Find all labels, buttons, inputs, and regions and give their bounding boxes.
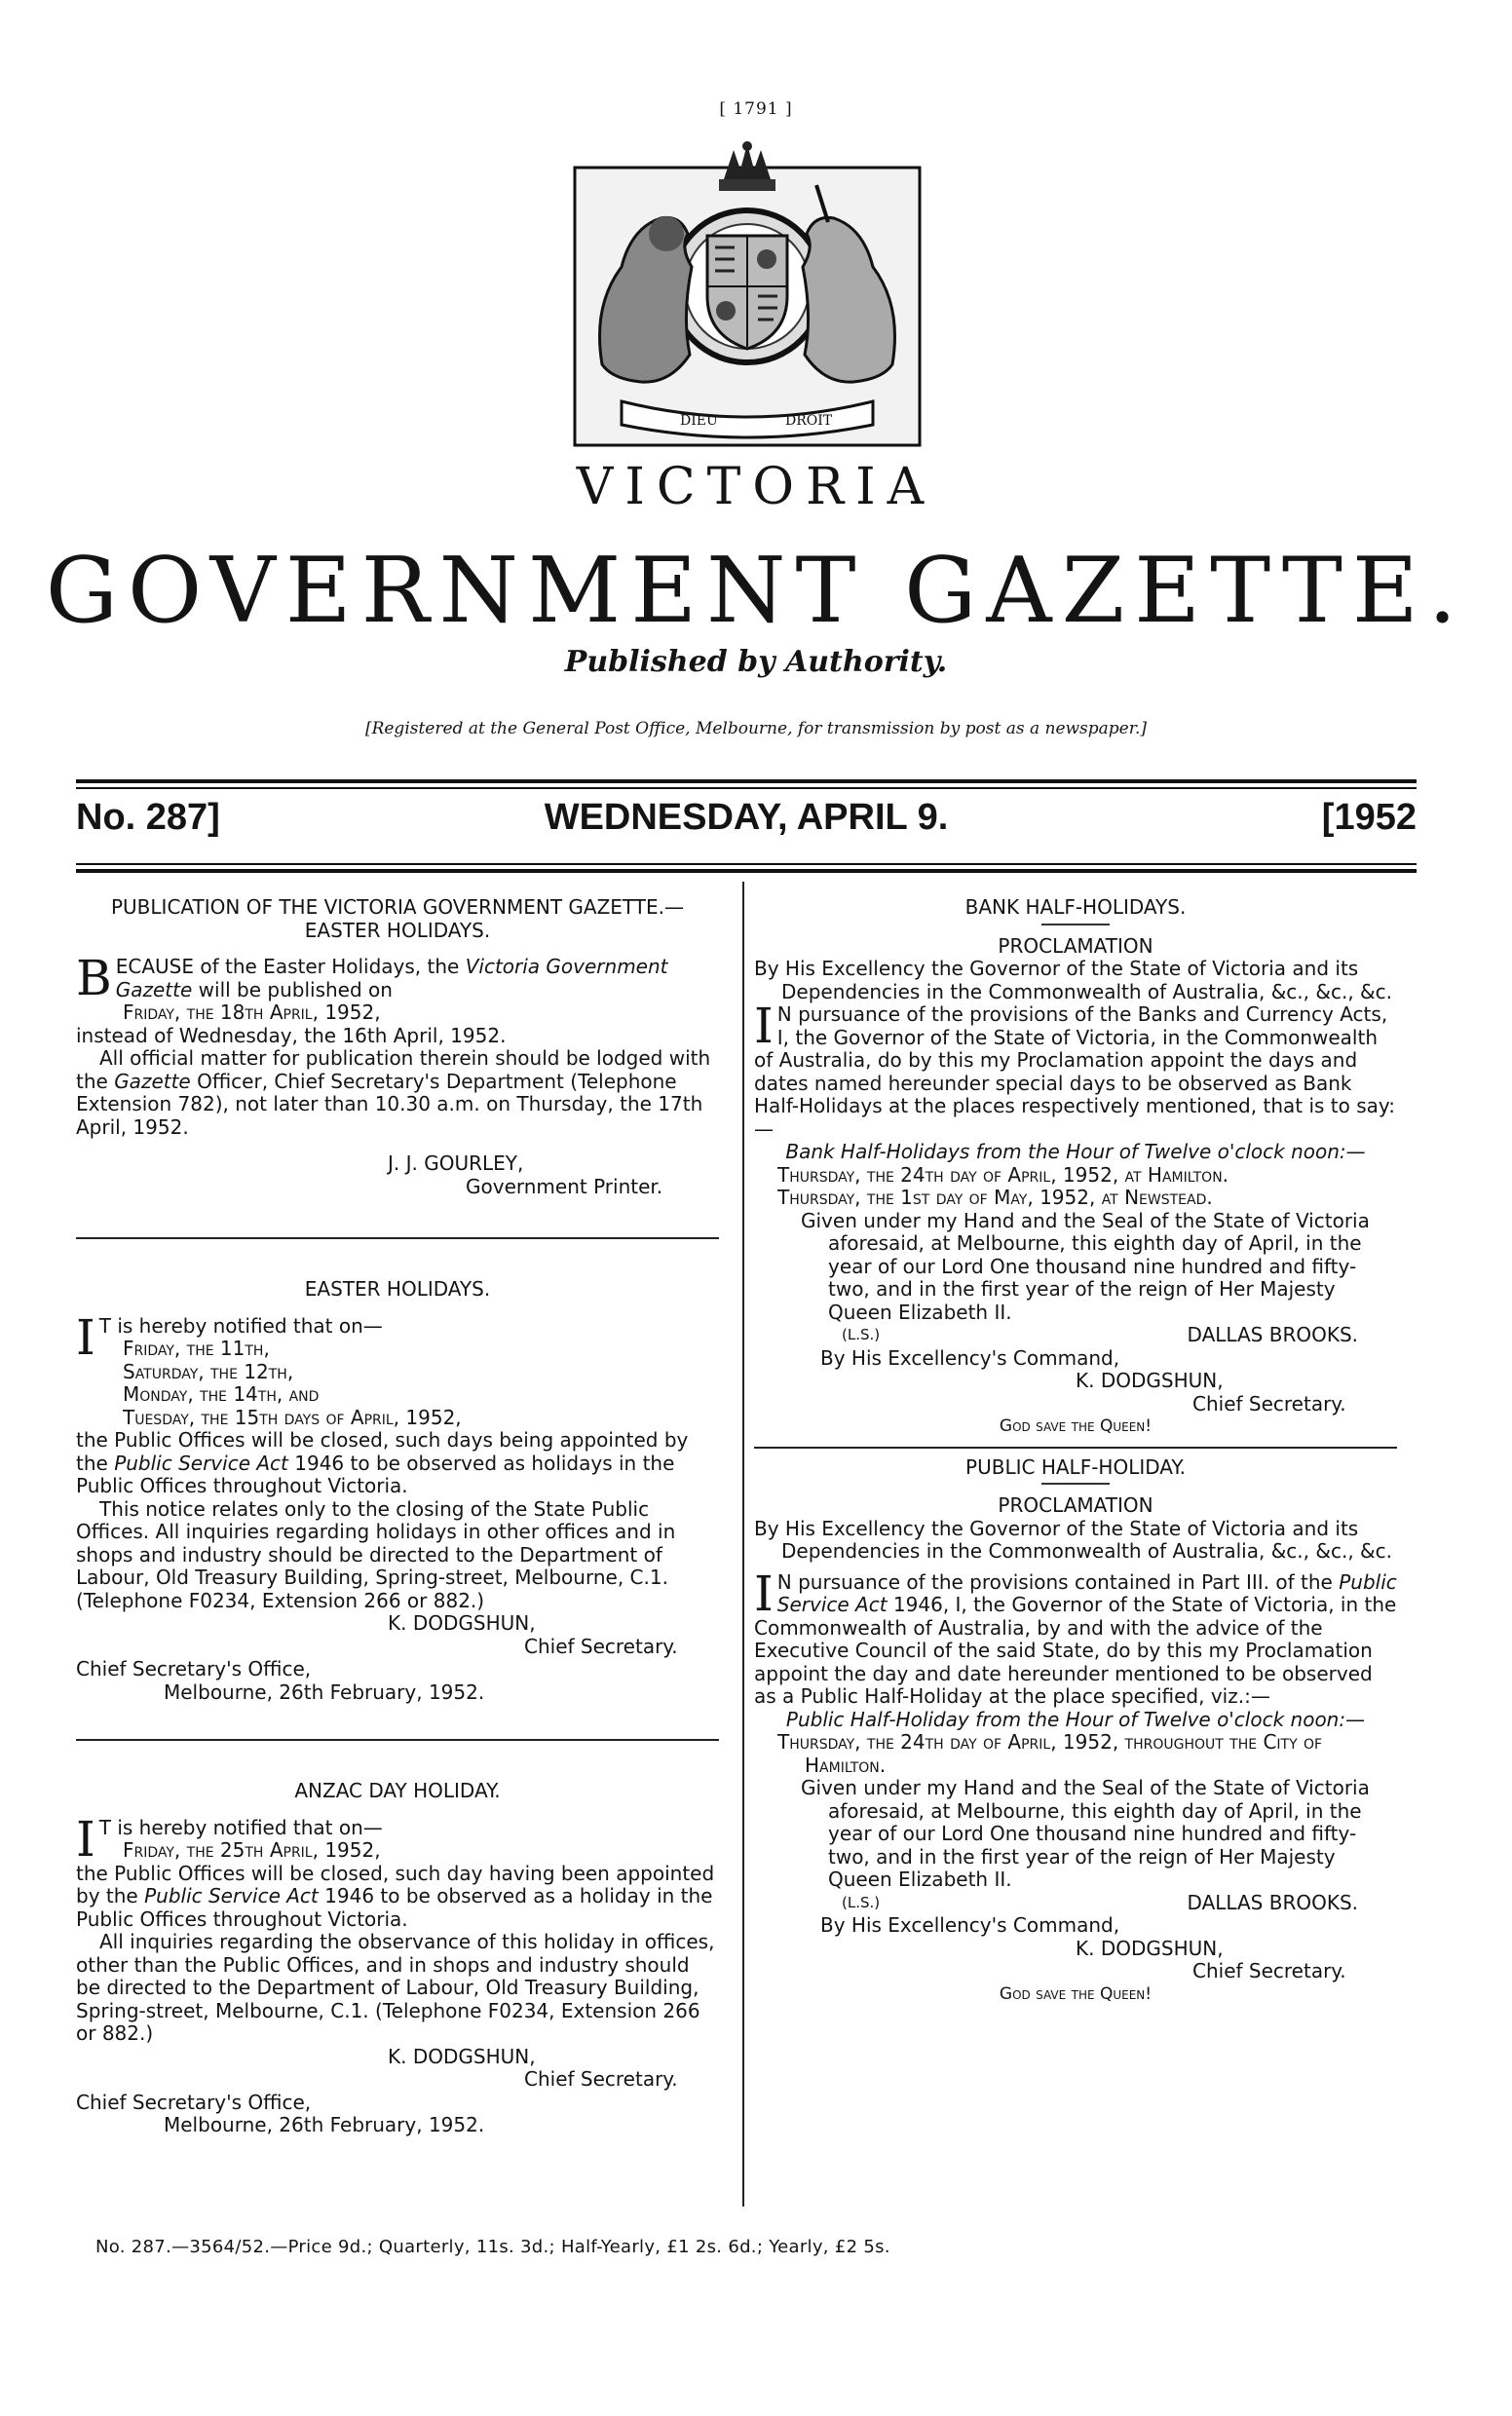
- signatory-title: Chief Secretary.: [524, 2067, 678, 2091]
- holiday-day: Friday, the 11th,: [123, 1337, 270, 1360]
- office-date: Melbourne, 26th February, 1952.: [164, 2113, 485, 2136]
- notice-paragraph: instead of Wednesday, the 16th April, 1952.: [76, 1023, 507, 1047]
- title-victoria: VICTORIA: [576, 458, 936, 516]
- given-under-hand: Given under my Hand and the Seal of the State of Victoria aforesaid, at Melbourne, this eighth day of April, in the year of our Lord One thousand nine hundred and fifty-two, and in the first year of the reign of Her Majesty Queen Elizabeth II.: [801, 1776, 1370, 1891]
- notice-heading: ANZAC DAY HOLIDAY.: [294, 1779, 501, 1802]
- signatory-title: Government Printer.: [466, 1174, 663, 1198]
- date-line: Friday, the 18th April, 1952,: [123, 1000, 381, 1024]
- notice-bank-half-holidays: [754, 896, 1397, 1439]
- holiday-line: Thursday, the 1st day of May, 1952, at Newstead.: [777, 1186, 1213, 1209]
- signatory: K. DODGSHUN,: [388, 1611, 536, 1635]
- notice-heading: PUBLICATION OF THE VICTORIA GOVERNMENT GAZETTE.—EASTER HOLIDAYS.: [110, 895, 684, 942]
- seal-mark: (L.S.): [842, 1326, 881, 1343]
- svg-text:DROIT: DROIT: [785, 413, 833, 429]
- notice-paragraph: BECAUSE of the Easter Holidays, the Victoria Government Gazette will be published on: [76, 950, 668, 1006]
- price-footer: No. 287.—3564/52.—Price 9d.; Quarterly, 11s. 3d.; Half-Yearly, £1 2s. 6d.; Yearly, £2 5s.: [95, 2237, 890, 2257]
- separator: [76, 1237, 719, 1239]
- notice-heading: EASTER HOLIDAYS.: [304, 1277, 491, 1301]
- notice-paragraph: I T is hereby notified that on—: [76, 1810, 383, 1868]
- seal-line: [754, 1324, 1397, 1347]
- royal-coat-of-arms: [573, 140, 922, 447]
- signatory-title: Chief Secretary.: [1192, 1959, 1346, 1982]
- holiday-day: Saturday, the 12th,: [123, 1359, 294, 1383]
- proclamation-by: By His Excellency the Governor of the State of Victoria and its Dependencies in the Commonwealth of Australia, &c., &c., &c.: [754, 1516, 1392, 1563]
- notice-heading: PUBLIC HALF-HOLIDAY.: [965, 1454, 1186, 1479]
- notice-paragraph: the Public Offices will be closed, such day having been appointed by the Public Service Act 1946 to be observed as a holiday in the Public Offices throughout Victoria.: [76, 1861, 715, 1931]
- date-line: Friday, the 25th April, 1952,: [123, 1838, 381, 1862]
- issue-date: WEDNESDAY, APRIL 9.: [544, 797, 949, 838]
- notice-paragraph: This notice relates only to the closing of the State Public Offices. All inquiries regarding holidays in other offices and in shops and industry should be directed to the Department of Labour, Old Treasury Building, Spring-street, Melbourne, C.1. (Telephone F0234, Extension 266 or 882.): [76, 1496, 676, 1612]
- notice-subheading: Bank Half-Holidays from the Hour of Twelve o'clock noon:—: [785, 1140, 1366, 1163]
- notice-paragraph: I N pursuance of the provisions of the Banks and Currency Acts, I, the Governor of the State of Victoria, in the Commonwealth of Australia, do by this my Proclamation appoint the days and dates named hereunder special days to be observed as Bank Half-Holidays at the places respectively mentioned, that is to say:—: [754, 998, 1396, 1141]
- given-under-hand: Given under my Hand and the Seal of the State of Victoria aforesaid, at Melbourne, this eighth day of April, in the year of our Lord One thousand nine hundred and fifty-two, and in the first year of the reign of Her Majesty Queen Elizabeth II.: [801, 1208, 1370, 1324]
- registration-note: [Registered at the General Post Office, Melbourne, for transmission by post as a newspaper.]: [364, 719, 1148, 738]
- notice-anzac-day: [76, 1780, 719, 2137]
- seal-mark: (L.S.): [842, 1893, 881, 1911]
- office-date: Melbourne, 26th February, 1952.: [164, 1680, 485, 1704]
- page-number: [ 1791 ]: [719, 99, 793, 119]
- holiday-line: Thursday, the 24th day of April, 1952, at Hamilton.: [777, 1162, 1229, 1187]
- signatory: K. DODGSHUN,: [1076, 1936, 1224, 1960]
- notice-paragraph: All inquiries regarding the observance of this holiday in offices, other than the Public Offices, and in shops and industry should be directed to the Department of Labour, Old Treasury Building, Spring-street, Melbourne, C.1. (Telephone F0234, Extension 266 or 882.): [76, 1930, 715, 2045]
- svg-text:DIEU: DIEU: [680, 413, 718, 429]
- issue-year: [1952: [1321, 797, 1417, 838]
- masthead-rule-top-thin: [76, 787, 1417, 789]
- command-line: By His Excellency's Command,: [820, 1345, 1120, 1370]
- masthead-rule-bottom: [76, 869, 1417, 873]
- notice-easter-holidays: [76, 1278, 719, 1704]
- left-column: [76, 896, 719, 2137]
- masthead: [76, 797, 1417, 851]
- notice-subheading: Public Half-Holiday from the Hour of Twelve o'clock noon:—: [785, 1707, 1366, 1731]
- holiday-day: Tuesday, the 15th days of April, 1952,: [123, 1405, 462, 1429]
- signatory-title: Chief Secretary.: [524, 1634, 678, 1658]
- proclamation-heading: PROCLAMATION: [998, 1493, 1153, 1517]
- title-government-gazette: GOVERNMENT GAZETTE.: [45, 538, 1467, 643]
- signatory: K. DODGSHUN,: [388, 2044, 536, 2068]
- office-line: Chief Secretary's Office,: [76, 2090, 312, 2114]
- seal-line: [754, 1892, 1397, 1915]
- notice-paragraph: All official matter for publication therein should be lodged with the Gazette Officer, Chief Secretary's Department (Telephone Extension 782), not later than 10.30 a.m. on Thursday, the 17th April, 1952.: [76, 1046, 711, 1139]
- god-save-the-queen: God save the Queen!: [999, 1416, 1153, 1436]
- governor-signature: DALLAS BROOKS.: [1187, 1890, 1358, 1914]
- issue-number: No. 287]: [76, 797, 220, 838]
- signatory: K. DODGSHUN,: [1076, 1369, 1224, 1392]
- governor-signature: DALLAS BROOKS.: [1187, 1323, 1358, 1346]
- notice-paragraph: the Public Offices will be closed, such days being appointed by the Public Service Act 1946 to be observed as holidays in the Public Offices throughout Victoria.: [76, 1428, 689, 1497]
- masthead-rule-bottom-thin: [76, 863, 1417, 865]
- notice-public-half-holiday: [754, 1456, 1397, 2007]
- proclamation-heading: PROCLAMATION: [998, 933, 1153, 958]
- proclamation-by: By His Excellency the Governor of the State of Victoria and its Dependencies in the Commonwealth of Australia, &c., &c., &c.: [754, 957, 1392, 1003]
- short-rule: [1041, 924, 1110, 925]
- signatory-title: Chief Secretary.: [1192, 1391, 1346, 1416]
- published-by-authority: Published by Authority.: [564, 645, 948, 679]
- signatory: J. J. GOURLEY,: [388, 1151, 524, 1175]
- column-divider: [742, 882, 744, 2207]
- short-rule: [1041, 1483, 1110, 1485]
- holiday-day: Monday, the 14th, and: [123, 1382, 320, 1406]
- separator: [76, 1739, 719, 1741]
- separator: [754, 1447, 1397, 1449]
- notice-paragraph: I N pursuance of the provisions contained in Part III. of the Public Service Act 1946, I, the Governor of the State of Victoria, in the Commonwealth of Australia, by and with the advice of the Executive Council of the said State, do by this my Proclamation appoint the day and date hereunder mentioned to be observed as a Public Half-Holiday at the place specified, viz.:—: [754, 1565, 1397, 1708]
- holiday-line: Thursday, the 24th day of April, 1952, throughout the City of Hamilton.: [777, 1730, 1323, 1777]
- notice-paragraph: I T is hereby notified that on—: [76, 1308, 383, 1366]
- command-line: By His Excellency's Command,: [820, 1913, 1120, 1937]
- right-column: [754, 896, 1397, 2006]
- notice-heading: BANK HALF-HOLIDAYS.: [964, 895, 1187, 919]
- masthead-rule-top: [76, 779, 1417, 783]
- god-save-the-queen: God save the Queen!: [999, 1983, 1153, 2004]
- notice-gazette-easter: [76, 896, 719, 1198]
- office-line: Chief Secretary's Office,: [76, 1657, 312, 1680]
